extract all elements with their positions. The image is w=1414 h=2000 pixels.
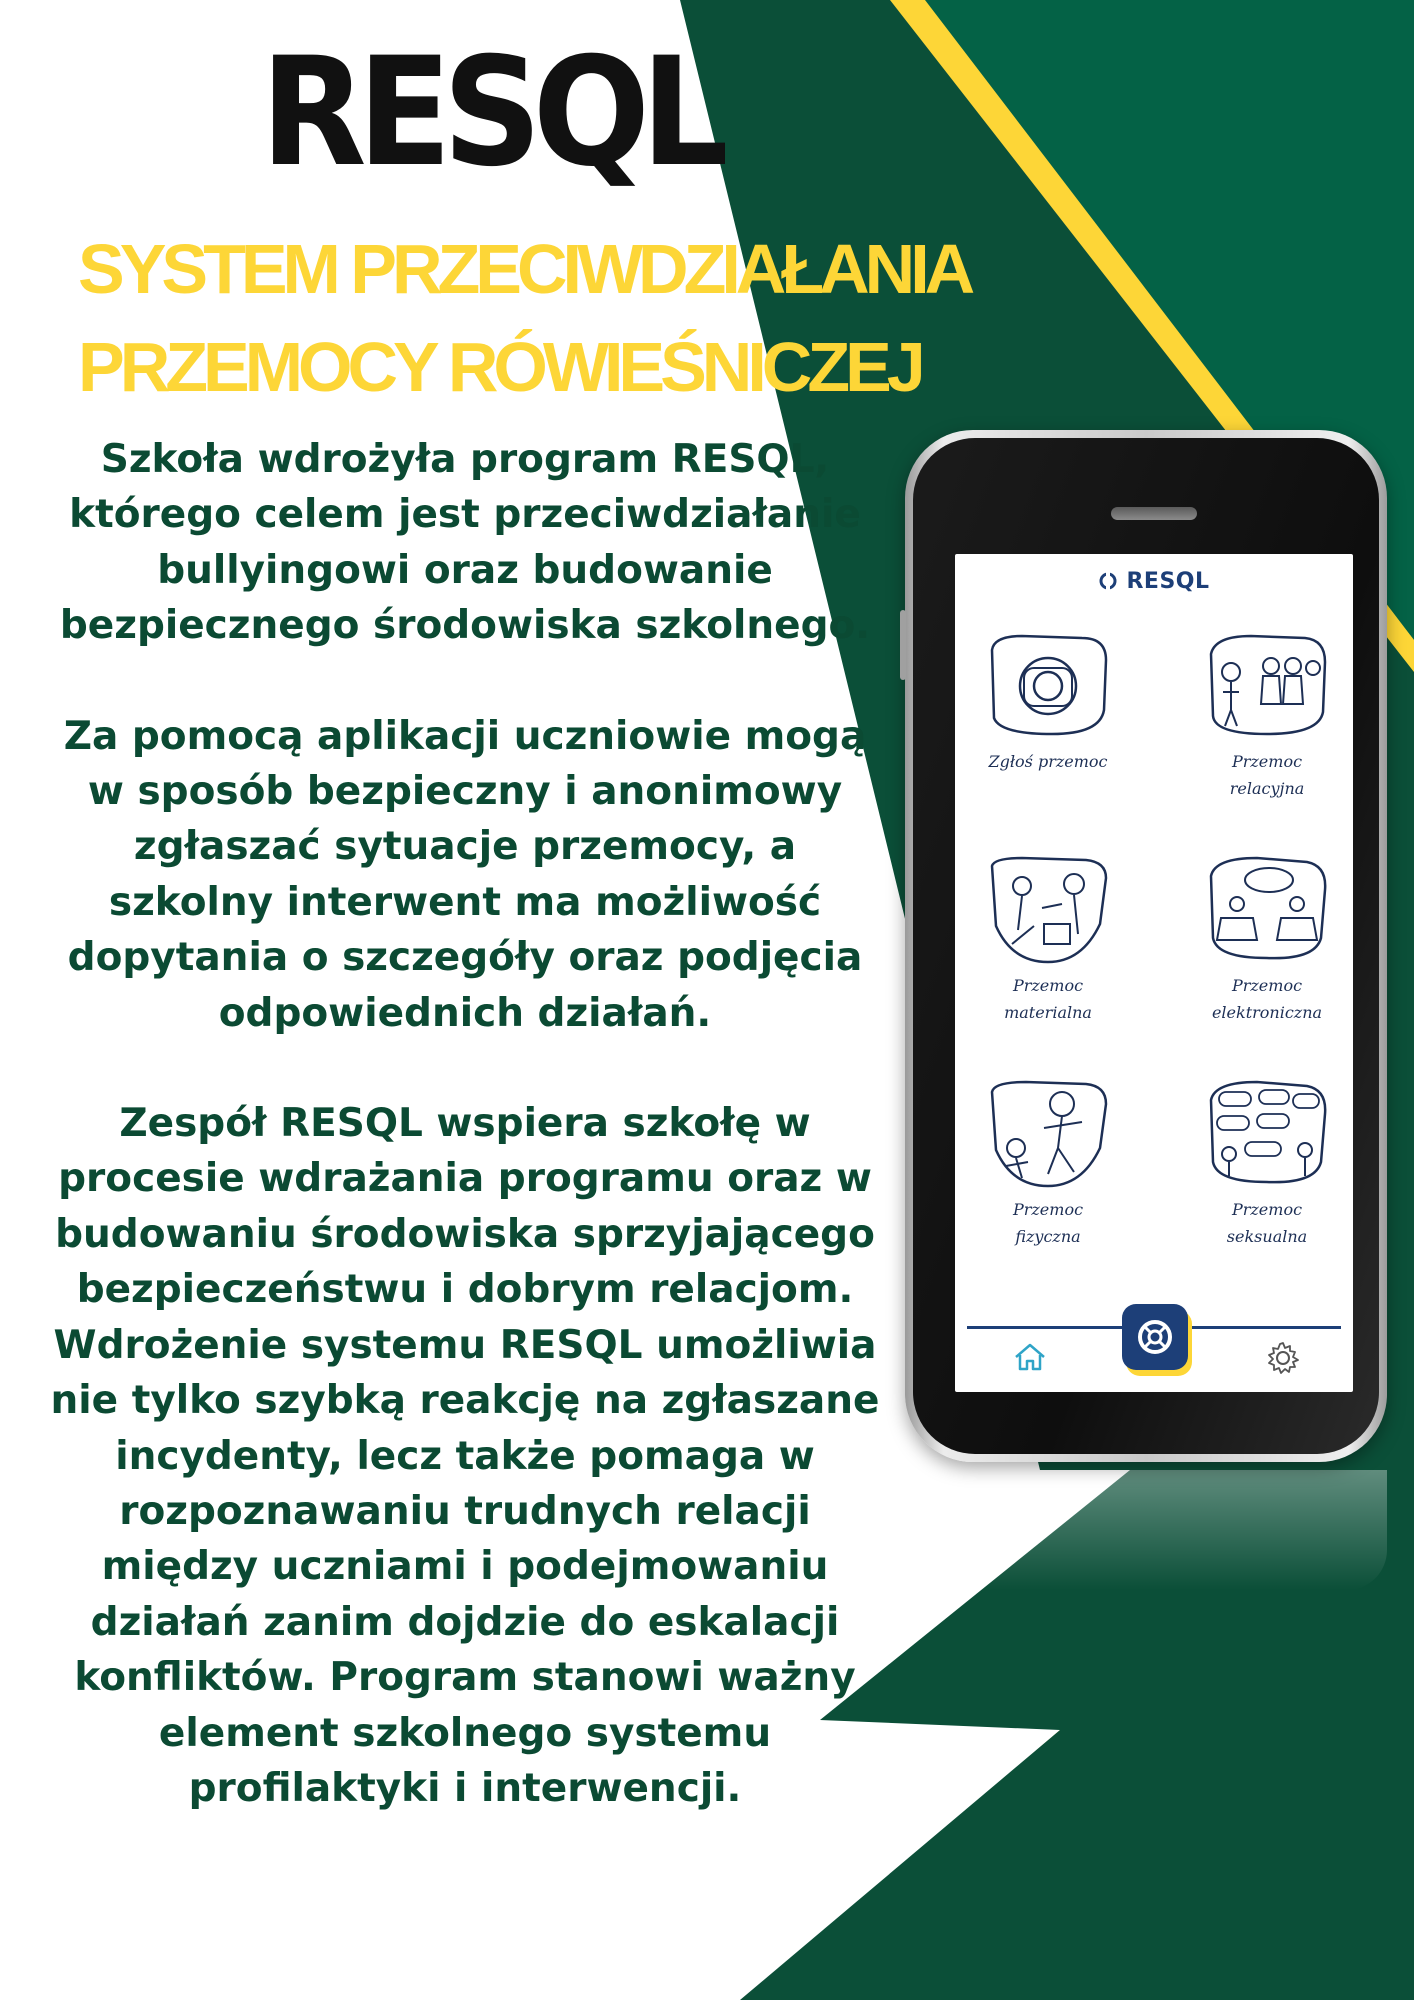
tile-physical-violence[interactable] (973, 1078, 1123, 1300)
brand-title: RESQL (260, 26, 720, 200)
physical-violence-icon (982, 1078, 1114, 1190)
relational-violence-icon (1201, 630, 1333, 742)
app-header (955, 554, 1353, 608)
tile-label-line1: Przemoc (1231, 752, 1303, 771)
tile-label (973, 1196, 1123, 1250)
subtitle-line-2: PRZEMOCY RÓWIEŚNICZEJ (78, 328, 921, 406)
tile-electronic-violence[interactable] (1192, 854, 1342, 1076)
app-bottom-nav (955, 1316, 1353, 1386)
tile-label (1192, 1196, 1342, 1250)
phone-side-button (900, 610, 906, 680)
subtitle (78, 220, 1038, 416)
tile-relational-violence[interactable] (1192, 630, 1342, 852)
gear-icon[interactable] (1265, 1340, 1301, 1376)
tile-label-line1: Przemoc (1012, 976, 1084, 995)
tile-report-violence[interactable] (973, 630, 1123, 852)
app-screen (955, 554, 1353, 1392)
tile-sexual-violence[interactable] (1192, 1078, 1342, 1300)
smartphone-mockup (905, 430, 1387, 1462)
tile-label (1192, 972, 1342, 1026)
tile-label-line2: materialna (1004, 1003, 1092, 1022)
home-icon[interactable] (1013, 1342, 1047, 1372)
app-header-title: RESQL (1126, 568, 1210, 594)
tile-label-line2: relacyjna (1229, 779, 1305, 798)
subtitle-line-1: SYSTEM PRZECIWDZIAŁANIA (78, 230, 971, 308)
material-violence-icon (982, 854, 1114, 966)
paragraph-team: Zespół RESQL wspiera szkołę w procesie wdrażania programu oraz w budowaniu środowiska sprzyjającego bezpieczeństwu i dobrym relacjom. Wdrożenie systemu RESQL umożliwia nie tylko szybką reakcję na zgłaszane incydenty, lecz także pomaga w rozpoznawaniu trudnych relacji między uczniami i podejmowaniu działań zanim dojdzie do eskalacji konfliktów. Program stanowi ważny element szkolnego systemu profilaktyki i interwencji. (50, 1101, 880, 1811)
lifebuoy-icon (1133, 1315, 1177, 1359)
paragraph-intro: Szkoła wdrożyła program RESQL, którego celem jest przeciwdziałanie bullyingowi oraz budowanie bezpiecznego środowiska szkolnego. (59, 437, 871, 649)
tile-label-line2: fizyczna (1015, 1227, 1081, 1246)
paragraph-app: Za pomocą aplikacji uczniowie mogą w sposób bezpieczny i anonimowy zgłaszać sytuacje przemocy, a szkolny interwent ma możliwość dopytania o szczegóły oraz podjęcia odpowiednich działań. (63, 713, 867, 1036)
body-text (50, 432, 880, 1816)
tile-label-line1: Przemoc (1012, 1200, 1084, 1219)
tile-label (1192, 748, 1342, 802)
report-violence-icon (982, 630, 1114, 742)
tile-label-line1: Zgłoś przemoc (988, 752, 1108, 771)
tile-label-line1: Przemoc (1231, 976, 1303, 995)
phone-face (913, 438, 1379, 1454)
report-fab-button[interactable] (1122, 1304, 1188, 1370)
resql-logo-icon (1098, 571, 1118, 591)
phone-reflection (905, 1470, 1387, 1590)
tile-label (973, 748, 1123, 775)
tile-material-violence[interactable] (973, 854, 1123, 1076)
tile-label (973, 972, 1123, 1026)
tile-label-line2: elektroniczna (1211, 1003, 1323, 1022)
electronic-violence-icon (1201, 854, 1333, 966)
sexual-violence-icon (1201, 1078, 1333, 1190)
phone-speaker (1111, 507, 1197, 520)
tile-label-line2: seksualna (1226, 1227, 1308, 1246)
tile-label-line1: Przemoc (1231, 1200, 1303, 1219)
